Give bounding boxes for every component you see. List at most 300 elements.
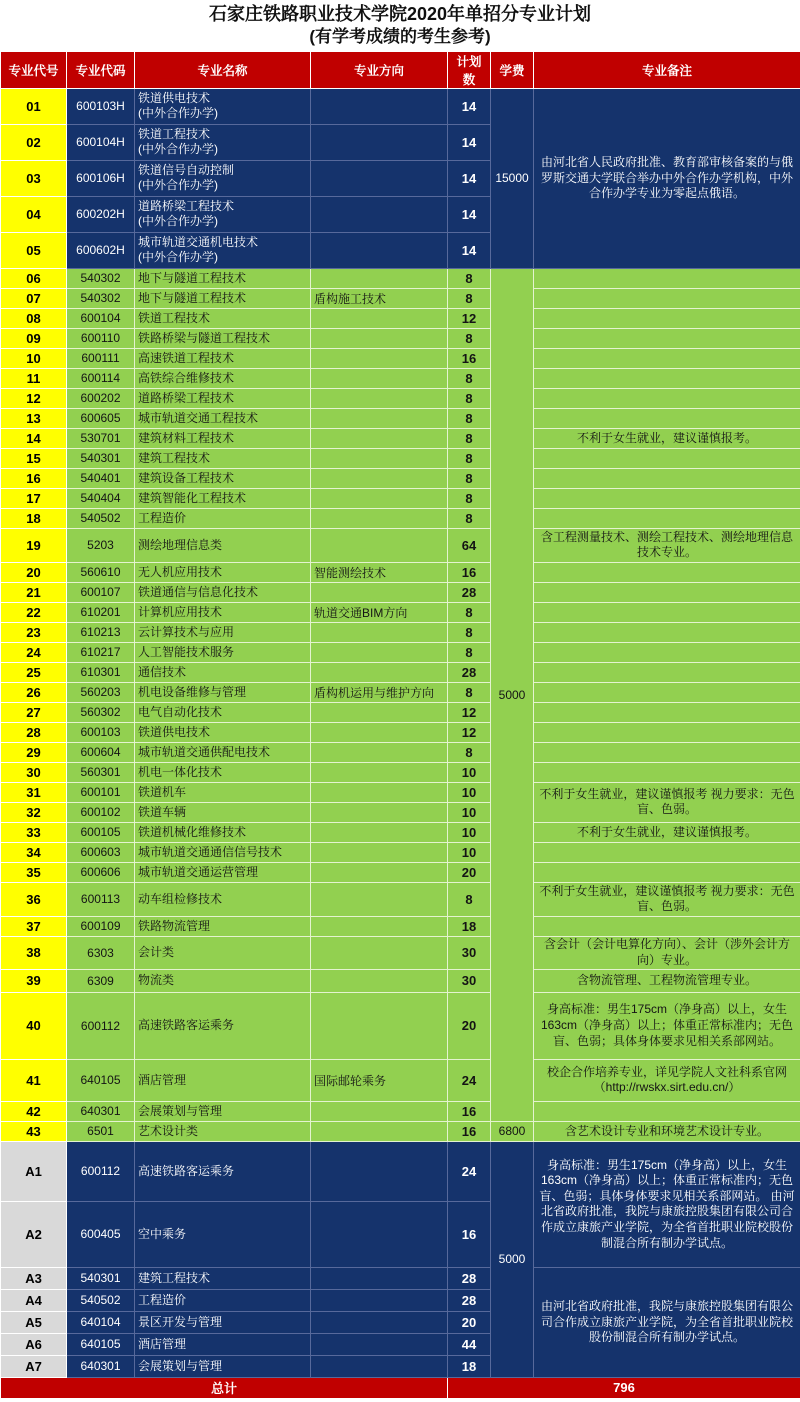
cell-plan-count: 12 [448, 308, 491, 328]
major-name-subtext: (中外合作办学) [138, 214, 218, 229]
cell-major-name [135, 1289, 311, 1311]
cell-plan-count: 16 [448, 348, 491, 368]
table-row [1, 1101, 800, 1121]
cell-direction [311, 1121, 448, 1141]
cell-plan-count: 18 [448, 1355, 491, 1377]
cell-major-code: 6303 [67, 936, 135, 969]
cell-major-name [135, 702, 311, 722]
cell-major-code: 600603 [67, 842, 135, 862]
cell-major-code: 600113 [67, 882, 135, 916]
major-name-text: 机电一体化技术 [138, 764, 223, 779]
table-row [1, 448, 800, 468]
cell-remark [534, 602, 800, 622]
cell-major-name [135, 882, 311, 916]
cell-direction [311, 428, 448, 448]
major-name-text: 电气自动化技术 [138, 704, 223, 719]
cell-major-number: A1 [1, 1141, 67, 1201]
cell-major-code: 560302 [67, 702, 135, 722]
table-row [1, 662, 800, 682]
major-name-text: 城市轨道交通机电技术 [138, 235, 259, 250]
cell-major-code: 600602H [67, 232, 135, 268]
cell-plan-count: 8 [448, 428, 491, 448]
cell-major-number: 10 [1, 348, 67, 368]
cell-plan-count: 14 [448, 88, 491, 124]
cell-direction [311, 268, 448, 288]
table-row [1, 882, 800, 916]
cell-remark [534, 408, 800, 428]
cell-major-code: 600102 [67, 802, 135, 822]
major-name-text: 测绘地理信息类 [138, 537, 223, 552]
major-name-text: 铁路桥梁与隧道工程技术 [138, 330, 271, 345]
table-row [1, 468, 800, 488]
cell-direction [311, 662, 448, 682]
cell-major-code: 600405 [67, 1201, 135, 1267]
cell-plan-count: 28 [448, 582, 491, 602]
cell-major-code: 600104 [67, 308, 135, 328]
cell-plan-count: 8 [448, 328, 491, 348]
cell-major-code: 600606 [67, 862, 135, 882]
page-subtitle: (有学考成绩的考生参考) [309, 26, 491, 46]
cell-remark: 不利于女生就业，建议谨慎报考 视力要求：无色盲、色弱。 [534, 882, 800, 916]
major-name-text: 机电设备维修与管理 [138, 684, 247, 699]
major-name-subtext: (中外合作办学) [138, 106, 218, 121]
cell-plan-count: 24 [448, 1059, 491, 1101]
cell-major-code: 600202 [67, 388, 135, 408]
cell-plan-count: 8 [448, 408, 491, 428]
cell-major-code: 600604 [67, 742, 135, 762]
cell-plan-count: 16 [448, 1101, 491, 1121]
cell-remark [534, 388, 800, 408]
table-row [1, 822, 800, 842]
cell-plan-count: 8 [448, 488, 491, 508]
cell-plan-count: 10 [448, 782, 491, 802]
major-name-text: 会计类 [138, 945, 175, 960]
cell-major-code: 540302 [67, 268, 135, 288]
cell-remark [534, 448, 800, 468]
cell-major-name [135, 742, 311, 762]
major-name-text: 云计算技术与应用 [138, 624, 235, 639]
major-name-text: 通信技术 [138, 664, 187, 679]
cell-plan-count: 10 [448, 822, 491, 842]
cell-major-code: 600112 [67, 992, 135, 1059]
cell-direction [311, 488, 448, 508]
major-name-text: 道路桥梁工程技术 [138, 390, 235, 405]
cell-major-code: 600112 [67, 1141, 135, 1201]
cell-direction [311, 802, 448, 822]
cell-major-name [135, 468, 311, 488]
cell-plan-count: 44 [448, 1333, 491, 1355]
cell-plan-count: 14 [448, 124, 491, 160]
cell-plan-count: 8 [448, 268, 491, 288]
cell-tuition: 5000 [491, 268, 534, 1121]
cell-major-code: 600111 [67, 348, 135, 368]
cell-direction [311, 642, 448, 662]
table-row [1, 642, 800, 662]
table-row [1, 288, 800, 308]
col-header-major-number: 专业代号 [1, 51, 67, 88]
cell-major-number: 13 [1, 408, 67, 428]
cell-remark [534, 368, 800, 388]
major-name-text: 空中乘务 [138, 1226, 187, 1241]
cell-direction [311, 368, 448, 388]
cell-major-number: 17 [1, 488, 67, 508]
cell-major-number: 21 [1, 582, 67, 602]
cell-plan-count: 8 [448, 882, 491, 916]
table-row [1, 1141, 800, 1201]
cell-major-code: 600114 [67, 368, 135, 388]
cell-major-code: 640301 [67, 1355, 135, 1377]
cell-plan-count: 10 [448, 762, 491, 782]
cell-major-code: 530701 [67, 428, 135, 448]
table-row [1, 428, 800, 448]
cell-direction [311, 742, 448, 762]
cell-direction [311, 882, 448, 916]
cell-major-number: 05 [1, 232, 67, 268]
cell-plan-count: 64 [448, 528, 491, 562]
cell-major-name [135, 528, 311, 562]
cell-major-name [135, 562, 311, 582]
cell-direction [311, 702, 448, 722]
cell-major-name [135, 448, 311, 468]
cell-major-name [135, 936, 311, 969]
cell-direction [311, 408, 448, 428]
cell-major-code: 610213 [67, 622, 135, 642]
cell-major-number: 22 [1, 602, 67, 622]
cell-major-number: 03 [1, 160, 67, 196]
cell-direction [311, 969, 448, 992]
cell-plan-count: 12 [448, 722, 491, 742]
cell-major-code: 640105 [67, 1059, 135, 1101]
cell-major-number: 08 [1, 308, 67, 328]
cell-plan-count: 8 [448, 448, 491, 468]
cell-plan-count: 8 [448, 742, 491, 762]
major-name-text: 物流类 [138, 973, 175, 988]
cell-direction: 盾构机运用与维护方向 [311, 682, 448, 702]
cell-remark [534, 662, 800, 682]
major-name-text: 会展策划与管理 [138, 1358, 223, 1373]
cell-remark: 不利于女生就业，建议谨慎报考。 [534, 822, 800, 842]
cell-major-name [135, 1101, 311, 1121]
cell-direction [311, 582, 448, 602]
cell-remark: 含会计（会计电算化方向）、会计（涉外会计方向）专业。 [534, 936, 800, 969]
table-row [1, 916, 800, 936]
cell-major-number: 31 [1, 782, 67, 802]
cell-major-number: 18 [1, 508, 67, 528]
cell-direction [311, 1355, 448, 1377]
cell-major-code: 600103H [67, 88, 135, 124]
cell-major-code: 600605 [67, 408, 135, 428]
cell-major-name [135, 508, 311, 528]
col-header-major-name: 专业名称 [135, 51, 311, 88]
cell-major-number: 14 [1, 428, 67, 448]
table-row [1, 969, 800, 992]
cell-remark [534, 268, 800, 288]
cell-direction [311, 936, 448, 969]
cell-major-name [135, 160, 311, 196]
major-name-subtext: (中外合作办学) [138, 142, 218, 157]
cell-remark [534, 762, 800, 782]
cell-direction [311, 1201, 448, 1267]
cell-remark [534, 348, 800, 368]
cell-direction [311, 782, 448, 802]
cell-plan-count: 14 [448, 160, 491, 196]
cell-major-number: A5 [1, 1311, 67, 1333]
cell-plan-count: 30 [448, 936, 491, 969]
cell-major-number: A6 [1, 1333, 67, 1355]
cell-tuition: 15000 [491, 88, 534, 268]
table-row [1, 682, 800, 702]
major-name-text: 铁道通信与信息化技术 [138, 584, 259, 599]
cell-major-name [135, 428, 311, 448]
cell-major-code: 560301 [67, 762, 135, 782]
cell-tuition: 6800 [491, 1121, 534, 1141]
cell-major-code: 540401 [67, 468, 135, 488]
cell-major-code: 640104 [67, 1311, 135, 1333]
cell-major-name [135, 602, 311, 622]
enrollment-plan-table [0, 51, 800, 1399]
cell-major-number: 27 [1, 702, 67, 722]
cell-major-code: 600109 [67, 916, 135, 936]
table-row [1, 308, 800, 328]
cell-direction [311, 1101, 448, 1121]
cell-major-name [135, 662, 311, 682]
table-row [1, 1267, 800, 1289]
cell-major-number: 40 [1, 992, 67, 1059]
cell-major-number: 25 [1, 662, 67, 682]
cell-direction [311, 842, 448, 862]
cell-direction: 国际邮轮乘务 [311, 1059, 448, 1101]
cell-major-number: 09 [1, 328, 67, 348]
cell-major-number: 20 [1, 562, 67, 582]
cell-direction [311, 916, 448, 936]
cell-major-number: 28 [1, 722, 67, 742]
major-name-text: 地下与隧道工程技术 [138, 270, 247, 285]
table-row [1, 1059, 800, 1101]
major-name-text: 会展策划与管理 [138, 1103, 223, 1118]
cell-major-name [135, 682, 311, 702]
page-title: 石家庄铁路职业技术学院2020年单招分专业计划 [208, 4, 592, 24]
col-header-plan-count: 计划数 [448, 51, 491, 88]
col-header-direction: 专业方向 [311, 51, 448, 88]
cell-major-number: 37 [1, 916, 67, 936]
cell-plan-count: 28 [448, 662, 491, 682]
cell-major-code: 540301 [67, 1267, 135, 1289]
cell-major-number: 29 [1, 742, 67, 762]
cell-major-code: 560203 [67, 682, 135, 702]
major-name-text: 道路桥梁工程技术 [138, 199, 235, 214]
cell-major-name [135, 1201, 311, 1267]
cell-direction: 盾构施工技术 [311, 288, 448, 308]
cell-major-number: 33 [1, 822, 67, 842]
major-name-text: 城市轨道交通供配电技术 [138, 744, 271, 759]
cell-major-number: 34 [1, 842, 67, 862]
cell-plan-count: 8 [448, 682, 491, 702]
major-name-text: 工程造价 [138, 1292, 187, 1307]
cell-major-number: 06 [1, 268, 67, 288]
cell-direction [311, 448, 448, 468]
cell-direction [311, 1333, 448, 1355]
cell-plan-count: 24 [448, 1141, 491, 1201]
cell-direction [311, 762, 448, 782]
col-header-major-code: 专业代码 [67, 51, 135, 88]
cell-direction [311, 328, 448, 348]
cell-major-number: 01 [1, 88, 67, 124]
cell-major-name [135, 348, 311, 368]
cell-direction [311, 1311, 448, 1333]
major-name-text: 酒店管理 [138, 1072, 187, 1087]
major-name-text: 艺术设计类 [138, 1123, 199, 1138]
cell-plan-count: 8 [448, 602, 491, 622]
cell-major-name [135, 488, 311, 508]
major-name-text: 城市轨道交通运营管理 [138, 864, 259, 879]
major-name-text: 高铁综合维修技术 [138, 370, 235, 385]
cell-remark [534, 508, 800, 528]
cell-major-name [135, 822, 311, 842]
major-name-text: 高速铁路客运乘务 [138, 1018, 235, 1033]
cell-remark [534, 288, 800, 308]
table-row [1, 508, 800, 528]
cell-remark: 由河北省政府批准，我院与康旅控股集团有限公司合作成立康旅产业学院，为全省首批职业院校股份制混合所有制办学试点。 [534, 1267, 800, 1377]
major-name-text: 铁道机械化维修技术 [138, 824, 247, 839]
cell-plan-count: 16 [448, 562, 491, 582]
cell-remark: 含物流管理、工程物流管理专业。 [534, 969, 800, 992]
table-row [1, 408, 800, 428]
cell-remark [534, 562, 800, 582]
table-row [1, 328, 800, 348]
table-row [1, 842, 800, 862]
major-name-text: 工程造价 [138, 510, 187, 525]
cell-remark [534, 488, 800, 508]
cell-direction [311, 1267, 448, 1289]
cell-major-code: 540302 [67, 288, 135, 308]
cell-plan-count: 12 [448, 702, 491, 722]
cell-major-code: 600110 [67, 328, 135, 348]
cell-major-number: 02 [1, 124, 67, 160]
total-label: 总计 [1, 1377, 448, 1398]
cell-plan-count: 10 [448, 842, 491, 862]
major-name-text: 建筑材料工程技术 [138, 430, 235, 445]
cell-major-name [135, 782, 311, 802]
major-name-text: 酒店管理 [138, 1336, 187, 1351]
cell-remark [534, 328, 800, 348]
cell-major-code: 540404 [67, 488, 135, 508]
cell-plan-count: 8 [448, 468, 491, 488]
cell-direction [311, 992, 448, 1059]
table-row [1, 528, 800, 562]
cell-major-code: 540502 [67, 1289, 135, 1311]
cell-major-number: A7 [1, 1355, 67, 1377]
cell-remark [534, 722, 800, 742]
cell-major-name [135, 969, 311, 992]
major-name-text: 铁道供电技术 [138, 724, 211, 739]
cell-remark [534, 468, 800, 488]
cell-major-number: 19 [1, 528, 67, 562]
cell-plan-count: 20 [448, 1311, 491, 1333]
table-row [1, 488, 800, 508]
cell-major-name [135, 802, 311, 822]
cell-direction [311, 196, 448, 232]
cell-direction [311, 232, 448, 268]
cell-direction [311, 124, 448, 160]
cell-major-number: 23 [1, 622, 67, 642]
cell-major-number: 39 [1, 969, 67, 992]
cell-plan-count: 16 [448, 1121, 491, 1141]
cell-remark: 不利于女生就业，建议谨慎报考。 [534, 428, 800, 448]
cell-direction [311, 88, 448, 124]
cell-major-name [135, 1311, 311, 1333]
cell-major-code: 600202H [67, 196, 135, 232]
cell-major-name [135, 368, 311, 388]
cell-plan-count: 8 [448, 288, 491, 308]
cell-remark [534, 916, 800, 936]
cell-remark: 校企合作培养专业，详见学院人文社科系官网（http://rwskx.sirt.edu.cn/） [534, 1059, 800, 1101]
major-name-text: 城市轨道交通工程技术 [138, 410, 259, 425]
cell-major-code: 640301 [67, 1101, 135, 1121]
cell-major-name [135, 232, 311, 268]
table-row [1, 722, 800, 742]
cell-major-name [135, 288, 311, 308]
table-row [1, 562, 800, 582]
col-header-tuition: 学费 [491, 51, 534, 88]
cell-major-code: 610201 [67, 602, 135, 622]
cell-major-number: 32 [1, 802, 67, 822]
cell-major-number: 24 [1, 642, 67, 662]
cell-major-name [135, 862, 311, 882]
major-name-text: 城市轨道交通通信信号技术 [138, 844, 283, 859]
major-name-subtext: (中外合作办学) [138, 250, 218, 265]
cell-major-code: 600106H [67, 160, 135, 196]
cell-major-code: 600105 [67, 822, 135, 842]
col-header-remark: 专业备注 [534, 51, 800, 88]
major-name-text: 人工智能技术服务 [138, 644, 235, 659]
cell-plan-count: 20 [448, 862, 491, 882]
cell-major-name [135, 582, 311, 602]
table-row [1, 702, 800, 722]
major-name-text: 动车组检修技术 [138, 891, 223, 906]
major-name-text: 计算机应用技术 [138, 604, 223, 619]
cell-major-number: 16 [1, 468, 67, 488]
table-row [1, 348, 800, 368]
cell-major-number: 30 [1, 762, 67, 782]
cell-major-number: 35 [1, 862, 67, 882]
cell-remark [534, 702, 800, 722]
cell-direction [311, 388, 448, 408]
cell-remark [534, 582, 800, 602]
cell-major-name [135, 1267, 311, 1289]
cell-direction [311, 468, 448, 488]
table-row [1, 88, 800, 124]
cell-plan-count: 14 [448, 232, 491, 268]
table-row [1, 992, 800, 1059]
cell-direction [311, 1141, 448, 1201]
cell-major-name [135, 722, 311, 742]
cell-plan-count: 28 [448, 1289, 491, 1311]
major-name-text: 建筑工程技术 [138, 450, 211, 465]
major-name-text: 铁道车辆 [138, 804, 187, 819]
cell-major-name [135, 622, 311, 642]
major-name-text: 建筑工程技术 [138, 1270, 211, 1285]
cell-major-code: 560610 [67, 562, 135, 582]
cell-plan-count: 16 [448, 1201, 491, 1267]
cell-major-name [135, 992, 311, 1059]
cell-major-number: 11 [1, 368, 67, 388]
major-name-text: 无人机应用技术 [138, 564, 223, 579]
cell-major-number: 15 [1, 448, 67, 468]
cell-plan-count: 14 [448, 196, 491, 232]
cell-major-name [135, 762, 311, 782]
cell-remark [534, 308, 800, 328]
cell-major-code: 6309 [67, 969, 135, 992]
